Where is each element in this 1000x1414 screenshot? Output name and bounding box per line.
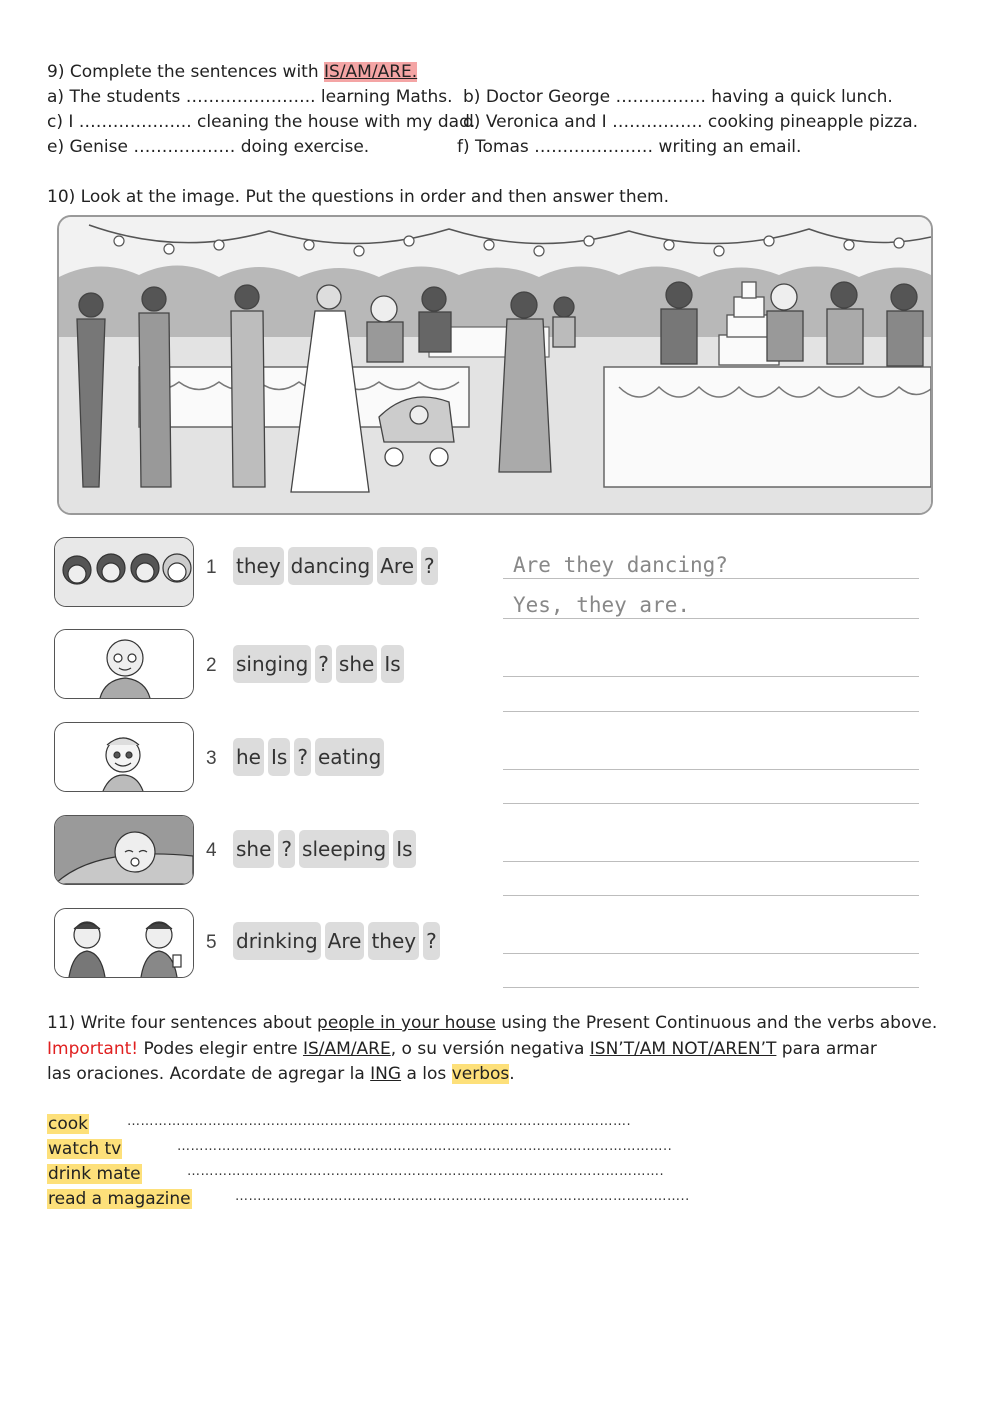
verb-cook-answer-dots[interactable]: …………………………………………………………………………………………………. bbox=[127, 1114, 632, 1129]
word-chip[interactable]: ? bbox=[423, 922, 440, 960]
word-chip[interactable]: they bbox=[368, 922, 419, 960]
row4-word-chips bbox=[233, 830, 420, 868]
ex9-title-prefix: 9) Complete the sentences with bbox=[47, 62, 325, 82]
row1-answer-line-1[interactable] bbox=[503, 578, 919, 579]
ex9-sentence-f: f) Tomas ………………… writing an email. bbox=[457, 137, 802, 157]
word-chip[interactable]: Is bbox=[393, 830, 415, 868]
row3-answer-line-1[interactable] bbox=[503, 769, 919, 770]
ex11-line-1 bbox=[47, 1013, 937, 1033]
row2-answer-line-1[interactable] bbox=[503, 676, 919, 677]
row2-word-chips bbox=[233, 645, 408, 683]
party-scene-svg bbox=[59, 217, 931, 513]
ex11-line3-b: a los bbox=[401, 1064, 452, 1084]
word-chip[interactable]: dancing bbox=[288, 547, 374, 585]
ex11-line2-c: para armar bbox=[776, 1039, 877, 1059]
verb-tag-watch-tv: watch tv bbox=[48, 1139, 122, 1159]
word-chip[interactable]: ? bbox=[278, 830, 295, 868]
verb-drink-mate-answer-dots[interactable]: ……………………………………………………………………………………………. bbox=[187, 1164, 665, 1179]
row2-thumbnail bbox=[54, 629, 194, 699]
row3-thumbnail bbox=[54, 722, 194, 792]
verb-tag-read-a-magazine: read a magazine bbox=[48, 1189, 191, 1209]
ex9-title bbox=[47, 62, 417, 82]
verb-tag-drink-mate: drink mate bbox=[48, 1164, 141, 1184]
row3-word-chips bbox=[233, 738, 388, 776]
word-chip[interactable]: Are bbox=[377, 547, 417, 585]
word-chip[interactable]: eating bbox=[315, 738, 384, 776]
ex11-line2-underlined-1: IS/AM/ARE bbox=[302, 1039, 391, 1059]
word-chip[interactable]: ? bbox=[421, 547, 438, 585]
word-chip[interactable]: sleeping bbox=[299, 830, 389, 868]
row2-answer-line-2[interactable] bbox=[503, 711, 919, 712]
baby-thumbnail-svg bbox=[55, 816, 193, 884]
ex11-line2-a: Podes elegir entre bbox=[138, 1039, 303, 1059]
grandpa-thumbnail-svg bbox=[55, 723, 193, 791]
verb-tag-cook: cook bbox=[48, 1114, 88, 1134]
word-chip[interactable]: Are bbox=[325, 922, 365, 960]
row1-answer-line-2[interactable] bbox=[503, 618, 919, 619]
word-chip[interactable]: ? bbox=[294, 738, 311, 776]
verb-read-a-magazine-answer-dots[interactable]: ……………………………………………………………………………………….. bbox=[235, 1189, 690, 1204]
row5-word-chips bbox=[233, 922, 444, 960]
ex11-line2-b: , o su versión negativa bbox=[390, 1039, 590, 1059]
row3-answer-line-2[interactable] bbox=[503, 803, 919, 804]
row3-number: 3 bbox=[206, 748, 217, 769]
ex11-line3-underlined: ING bbox=[370, 1064, 402, 1084]
important-label: Important! bbox=[47, 1039, 139, 1059]
two-men-thumbnail-svg bbox=[55, 909, 193, 977]
row4-answer-line-1[interactable] bbox=[503, 861, 919, 862]
row1-answer-question: Are they dancing? bbox=[513, 553, 728, 577]
ex9-title-highlight: IS/AM/ARE. bbox=[324, 62, 418, 82]
row1-number: 1 bbox=[206, 557, 217, 578]
grandma-thumbnail-svg bbox=[55, 630, 193, 698]
ex11-line1-a: 11) Write four sentences about bbox=[47, 1013, 318, 1033]
word-chip[interactable]: ? bbox=[315, 645, 332, 683]
ex9-sentence-a: a) The students ………………….. learning Maths. bbox=[47, 87, 453, 107]
row1-answer-short: Yes, they are. bbox=[513, 593, 691, 617]
word-chip[interactable]: they bbox=[233, 547, 284, 585]
ex9-sentence-d: d) Veronica and I ……………. cooking pineapple pizza. bbox=[463, 112, 919, 132]
row5-thumbnail bbox=[54, 908, 194, 978]
ex11-line1-b: using the Present Continuous and the verbs above. bbox=[495, 1013, 938, 1033]
row4-answer-line-2[interactable] bbox=[503, 895, 919, 896]
ex11-line3-c: . bbox=[509, 1064, 515, 1084]
row5-answer-line-1[interactable] bbox=[503, 953, 919, 954]
word-chip[interactable]: singing bbox=[233, 645, 311, 683]
row1-thumbnail bbox=[54, 537, 194, 607]
row5-answer-line-2[interactable] bbox=[503, 987, 919, 988]
ex9-sentence-b: b) Doctor George ……………. having a quick lunch. bbox=[463, 87, 893, 107]
ex11-line-3 bbox=[47, 1064, 515, 1084]
ex11-line3-a: las oraciones. Acordate de agregar la bbox=[47, 1064, 371, 1084]
row4-thumbnail bbox=[54, 815, 194, 885]
ex9-sentence-e: e) Genise ……………… doing exercise. bbox=[47, 137, 370, 157]
dancing-women-thumbnail-svg bbox=[55, 538, 193, 606]
row2-number: 2 bbox=[206, 655, 217, 676]
word-chip[interactable]: Is bbox=[381, 645, 403, 683]
ex11-line3-highlight: verbos bbox=[451, 1064, 510, 1084]
word-chip[interactable]: he bbox=[233, 738, 264, 776]
verb-watch-tv-answer-dots[interactable]: ……………………………………………………………………………………………….. bbox=[177, 1139, 673, 1154]
ex11-line-2 bbox=[47, 1039, 877, 1059]
word-chip[interactable]: she bbox=[336, 645, 377, 683]
row5-number: 5 bbox=[206, 932, 217, 953]
row1-word-chips bbox=[233, 547, 442, 585]
ex11-line2-underlined-2: ISN’T/AM NOT/AREN’T bbox=[589, 1039, 777, 1059]
ex11-line1-underlined: people in your house bbox=[317, 1013, 496, 1033]
word-chip[interactable]: Is bbox=[268, 738, 290, 776]
party-scene-illustration bbox=[57, 215, 933, 515]
row4-number: 4 bbox=[206, 840, 217, 861]
word-chip[interactable]: she bbox=[233, 830, 274, 868]
ex9-sentence-c: c) I ……………….. cleaning the house with my dad. bbox=[47, 112, 476, 132]
word-chip[interactable]: drinking bbox=[233, 922, 321, 960]
ex10-title: 10) Look at the image. Put the questions in order and then answer them. bbox=[47, 187, 670, 207]
